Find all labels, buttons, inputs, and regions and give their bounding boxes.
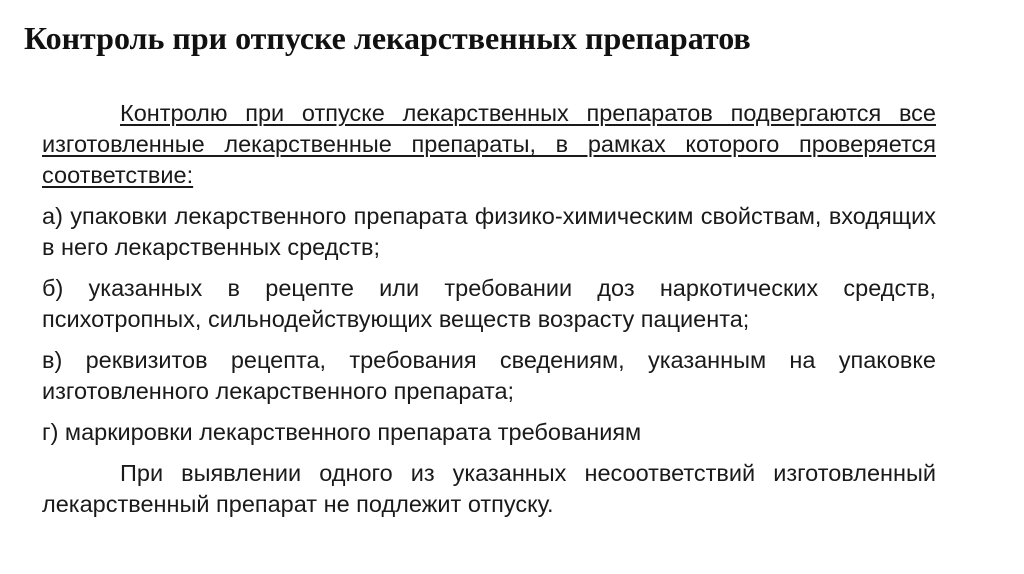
conclusion-paragraph: При выявлении одного из указанных несоответствий изготовленный лекарственный препарат не подлежит отпуску. xyxy=(42,460,936,517)
slide-title: Контроль при отпуске лекарственных препаратов xyxy=(24,20,751,56)
list-item-a: а) упаковки лекарственного препарата физико-химическим свойствам, входящих в него лекарственных средств; xyxy=(42,203,936,260)
list-item-d: г) маркировки лекарственного препарата требованиям xyxy=(42,419,642,445)
intro-paragraph: Контролю при отпуске лекарственных препаратов подвергаются все изготовленные лекарственные препараты, в рамках которого проверяется соответствие: xyxy=(42,100,936,188)
slide-body xyxy=(42,98,936,530)
list-item-b: б) указанных в рецепте или требовании доз наркотических средств, психотропных, сильнодействующих веществ возрасту пациента; xyxy=(42,275,936,332)
list-item-c: в) реквизитов рецепта, требования сведениям, указанным на упаковке изготовленного лекарственного препарата; xyxy=(42,347,936,404)
